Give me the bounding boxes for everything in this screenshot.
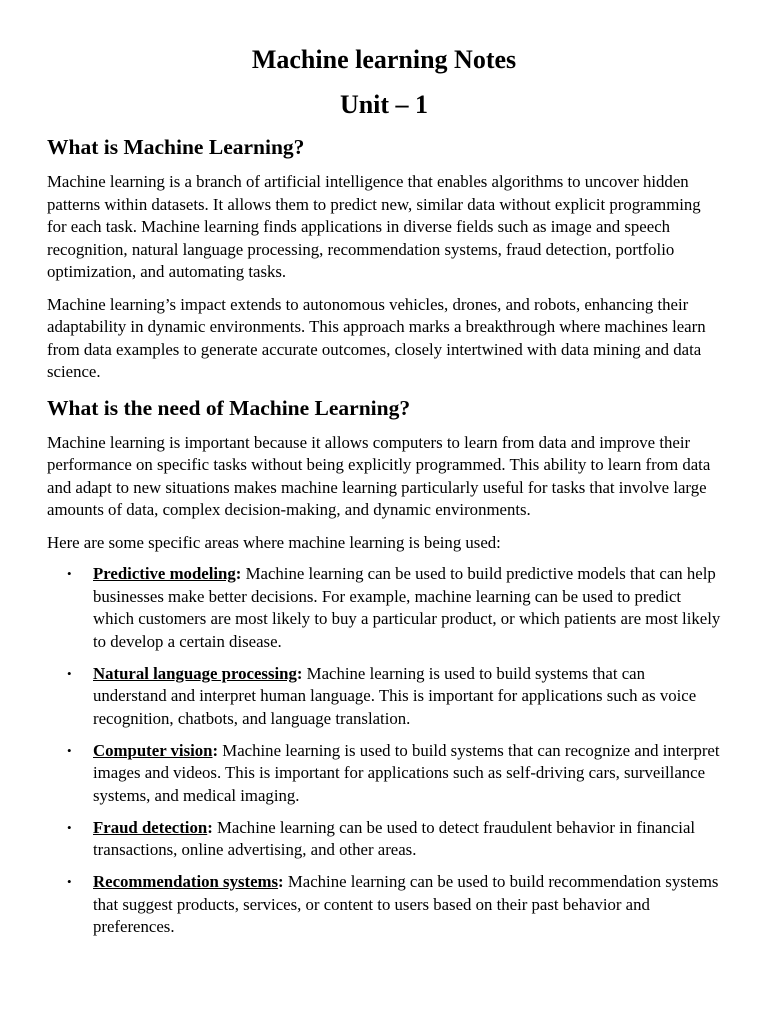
list-item (47, 563, 721, 653)
list-item-term: Fraud detection (93, 817, 208, 837)
list-item-term: Predictive modeling (93, 564, 236, 583)
document-subtitle: Unit – 1 (339, 90, 429, 119)
section-heading: What is the need of Machine Learning? (47, 395, 411, 420)
list-item (47, 871, 721, 939)
section-need-of-ml (47, 395, 721, 939)
list-item-text: Machine learning can be used to build predictive models that can help businesses make better decisions. For example, machine learning can be used to predict which customers are most likely to buy a particular product, or which patients are most likely to develop a certain disease. (93, 564, 721, 651)
paragraph: Machine learning is a branch of artificial intelligence that enables algorithms to uncover hidden patterns within datasets. It allows them to predict new, similar data without explicit programming for each task. Machine learning finds applications in diverse fields such as image and speech recognition, natural language processing, recommendation systems, fraud detection, portfolio optimization, and automating tasks. (47, 172, 701, 281)
list-item-colon: : (207, 817, 213, 837)
areas-list (47, 563, 721, 939)
list-item (47, 740, 721, 808)
list-item-term: Computer vision (93, 740, 213, 760)
list-item-text: Machine learning is used to build systems that can recognize and interpret images and videos. This is important for applications such as self-driving cars, surveillance systems, and medical imaging. (93, 740, 720, 805)
list-item-colon: : (278, 872, 284, 891)
list-item-colon: : (296, 663, 303, 683)
list-item-text: Machine learning is used to build systems that can understand and interpret human language. This is important for applications such as voice recognition, chatbots, and language translation. (93, 663, 697, 728)
bullet-icon: • (67, 566, 72, 581)
list-item-term: Natural language processing (93, 663, 297, 683)
bullet-icon: • (67, 742, 72, 758)
document-title: Machine learning Notes (251, 45, 517, 74)
list-item (47, 817, 721, 862)
bullet-icon: • (67, 874, 72, 889)
list-item-text: Machine learning can be used to detect fraudulent behavior in financial transactions, online advertising, and other areas. (93, 817, 696, 859)
list-item-term: Recommendation systems (93, 872, 279, 891)
list-item-colon: : (235, 564, 242, 583)
bullet-icon: • (67, 665, 72, 681)
list-item (47, 663, 721, 731)
section-heading: What is Machine Learning? (47, 135, 305, 159)
paragraph: Machine learning’s impact extends to autonomous vehicles, drones, and robots, enhancing their adaptability in dynamic environments. This approach marks a breakthrough where machines learn from data examples to generate accurate outcomes, closely intertwined with data mining and data science. (47, 294, 706, 381)
paragraph: Machine learning is important because it allows computers to learn from data and improve their performance on specific tasks without being explicitly programmed. This ability to learn from data and adapt to new situations makes machine learning particularly useful for tasks that involve large amounts of data, complex decision-making, and dynamic environments. (47, 432, 711, 519)
bullet-icon: • (67, 819, 72, 835)
list-item-colon: : (212, 740, 219, 760)
section-what-is-ml (47, 134, 721, 384)
paragraph: Here are some specific areas where machine learning is being used: (47, 532, 501, 552)
list-item-text: Machine learning can be used to build recommendation systems that suggest products, services, or content to users based on their past behavior and preferences. (93, 872, 719, 936)
